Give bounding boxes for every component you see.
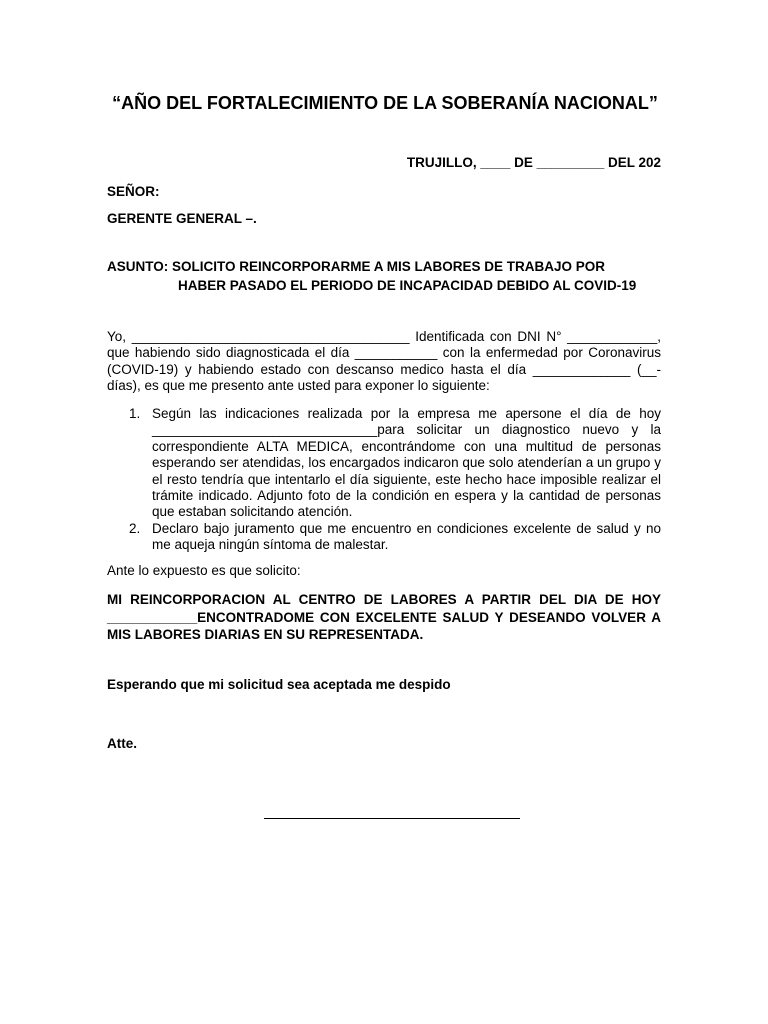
place-date: TRUJILLO, ____ DE _________ DEL 202 (406, 155, 661, 170)
recipient-salutation: SEÑOR: (107, 184, 160, 199)
subject-line-2: HABER PASADO EL PERIODO DE INCAPACIDAD DEBIDO AL COVID-19 (178, 278, 637, 293)
year-title: “AÑO DEL FORTALECIMIENTO DE LA SOBERANÍA NACIONAL” (112, 93, 658, 113)
list-item-text: Declaro bajo juramento que me encuentro en condiciones excelente de salud y no me aqueja ningún síntoma de malestar. (152, 520, 661, 553)
closing-text: Atte. (107, 736, 137, 751)
request-paragraph: MI REINCORPORACION AL CENTRO DE LABORES A PARTIR DEL DIA DE HOY ____________ENCONTRADOME CON EXCELENTE SALUD Y DESEANDO VOLVER A MIS LABORES DIARIAS EN SU REPRESENTADA. (107, 592, 661, 643)
signature-line (264, 818, 520, 819)
list-item-text: Según las indicaciones realizada por la empresa me apersone el día de hoy ______________________________para solicitar un diagnostico nuevo y la correspondiente ALTA MEDICA, encontrándome con una multitud de personas esperando ser atendidas, los encargados indicaron que solo atenderían a un grupo y el resto tendría que intentarlo el día siguiente, este hecho hace imposible realizar el trámite indicado. Adjunto foto de la condición en espera y la cantidad de personas que estaban solicitando atención. (152, 406, 661, 520)
subject-line-1: ASUNTO: SOLICITO REINCORPORARME A MIS LABORES DE TRABAJO POR (107, 259, 606, 274)
list-item (107, 521, 661, 554)
points-list (107, 406, 661, 554)
list-item-number: 2. (129, 520, 141, 536)
recipient-title: GERENTE GENERAL –. (107, 211, 257, 226)
list-item-number: 1. (129, 406, 141, 421)
list-item (107, 406, 661, 521)
intro-paragraph: Yo, _____________________________________ Identificada con DNI N° ____________, que habiendo sido diagnosticada el día ___________ con la enfermedad por Coronavirus (COVID-19) y habiendo estado con descanso medico hasta el día _____________ (__-días), es que me presento ante usted para exponer lo siguiente: (107, 329, 661, 394)
farewell-text: Esperando que mi solicitud sea aceptada me despido (107, 677, 451, 692)
ante-text: Ante lo expuesto es que solicito: (107, 563, 301, 578)
